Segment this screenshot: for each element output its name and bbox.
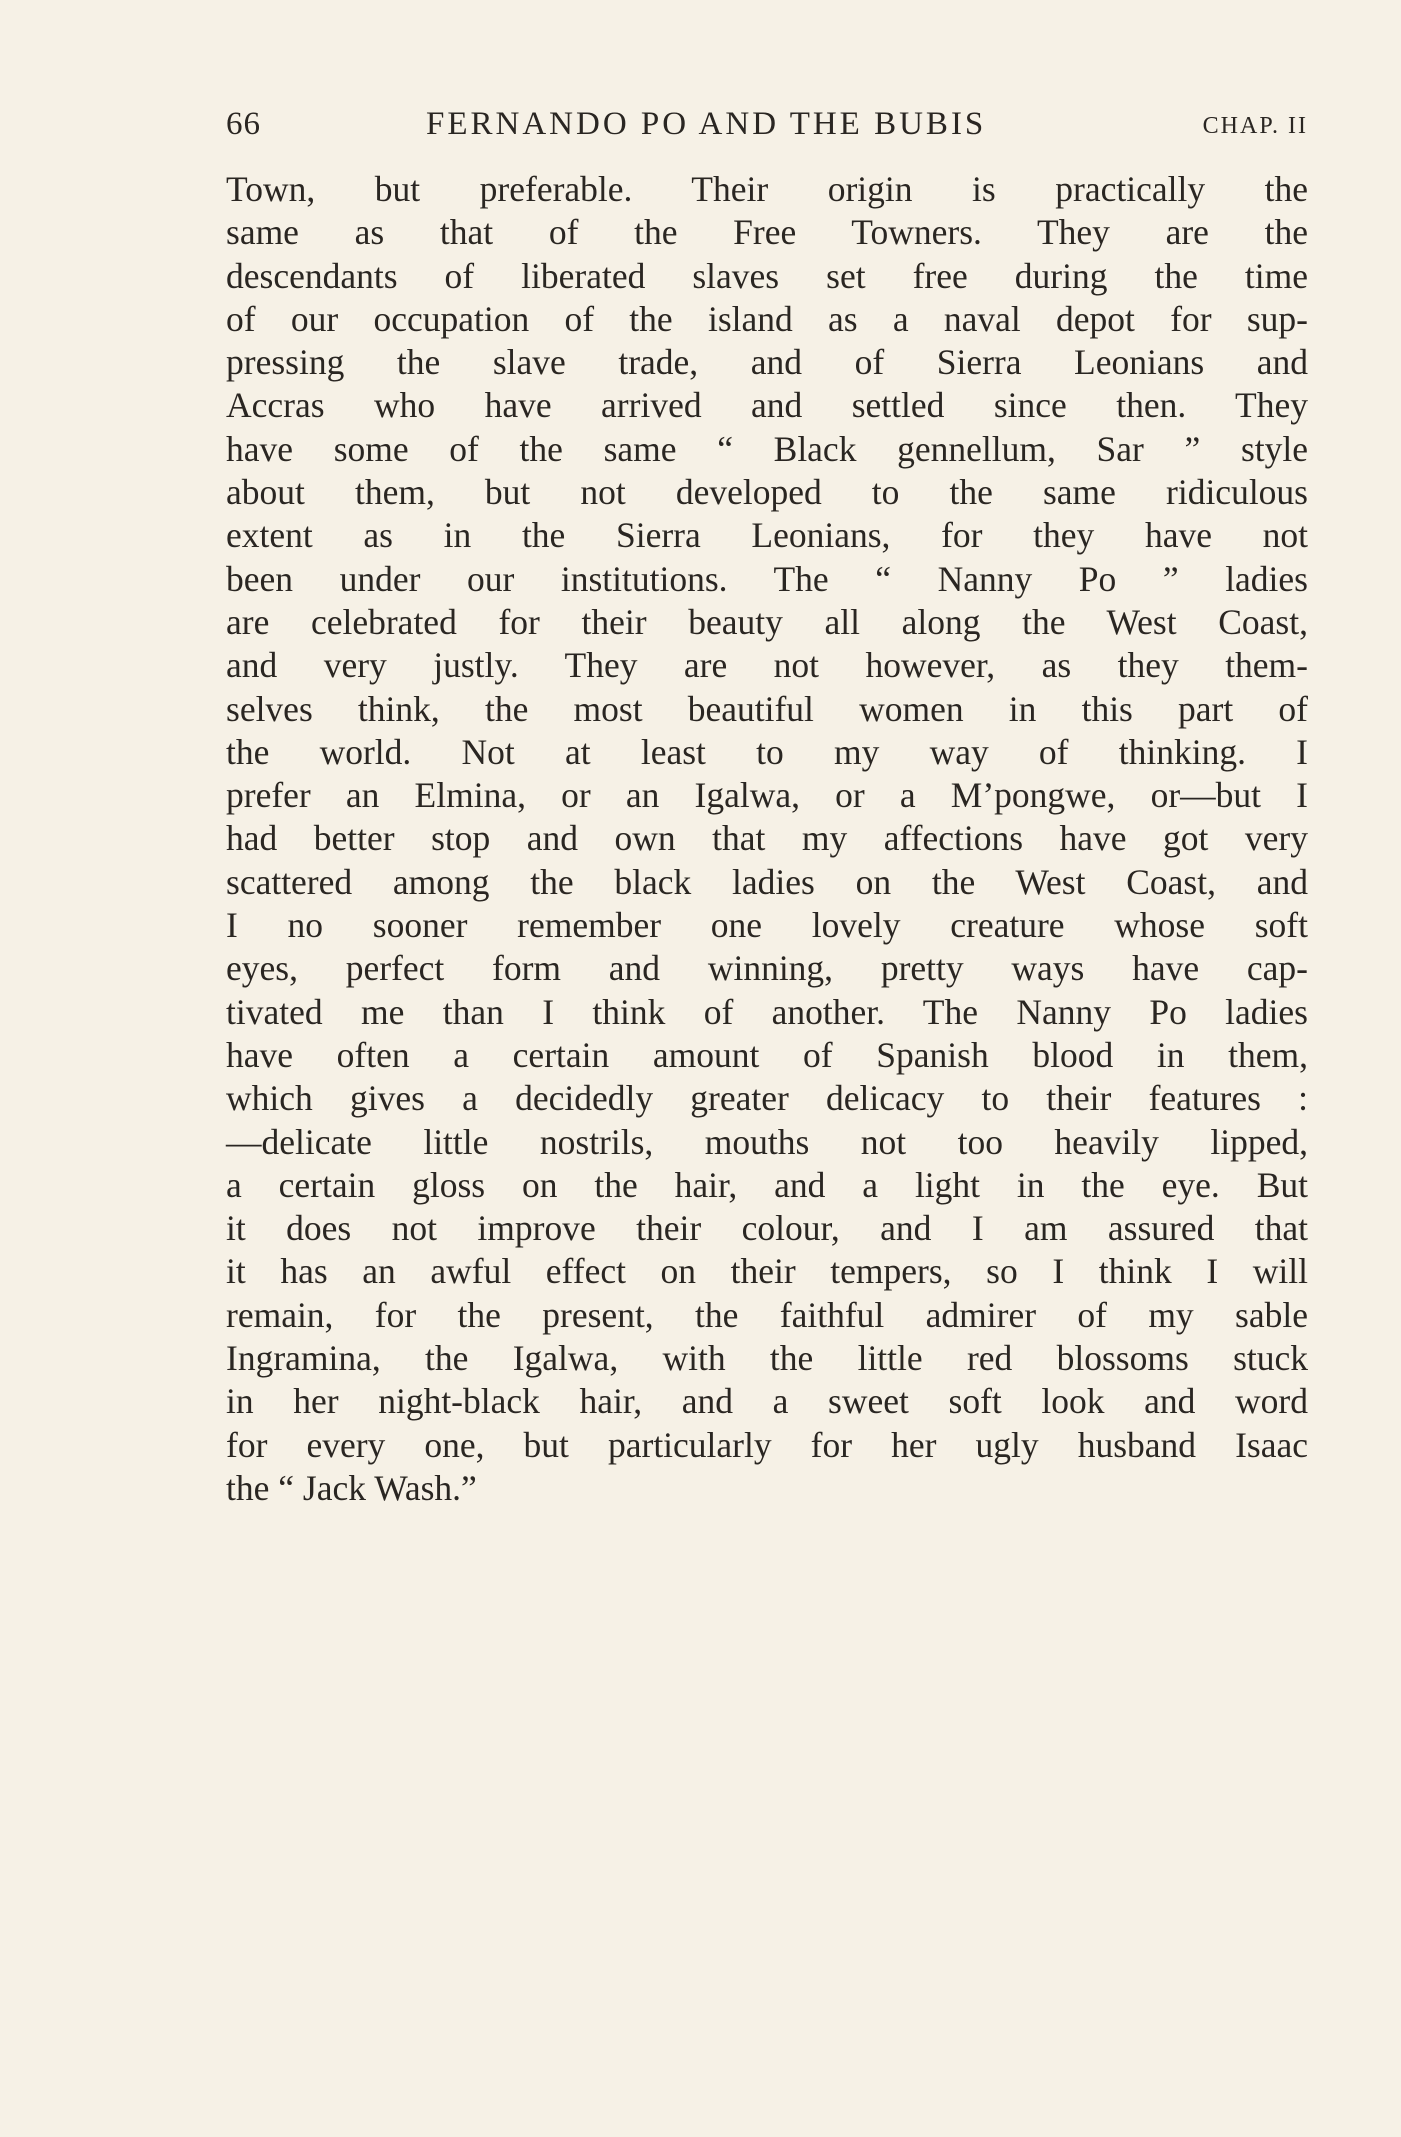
text-line: have often a certain amount of Spanish blood in them, — [226, 1034, 1308, 1075]
text-line: about them, but not developed to the same ridiculous — [226, 472, 1308, 513]
text-line: scattered among the black ladies on the West Coast, and — [226, 861, 1308, 902]
text-line: eyes, perfect form and winning, pretty ways have cap- — [226, 948, 1308, 989]
text-line: Accras who have arrived and settled since then. They — [226, 385, 1308, 426]
text-line: for every one, but particularly for her ugly husband Isaac — [226, 1424, 1308, 1465]
text-line: in her night-black hair, and a sweet soft look and word — [226, 1381, 1308, 1422]
text-line: remain, for the present, the faithful admirer of my sable — [226, 1294, 1308, 1335]
text-line: it does not improve their colour, and I am assured that — [226, 1208, 1308, 1249]
text-line: which gives a decidedly greater delicacy to their features : — [226, 1078, 1308, 1119]
text-line: been under our institutions. The “ Nanny Po ” ladies — [226, 558, 1308, 599]
text-line: pressing the slave trade, and of Sierra Leonians and — [226, 342, 1308, 383]
running-title: FERNANDO PO AND THE BUBIS — [426, 106, 987, 142]
text-line: —delicate little nostrils, mouths not too heavily lipped, — [226, 1121, 1308, 1162]
text-line: selves think, the most beautiful women in this part of — [226, 688, 1308, 729]
body-text — [226, 168, 1308, 1510]
text-line-last: the “ Jack Wash.” — [226, 1467, 477, 1508]
text-line: prefer an Elmina, or an Igalwa, or a M’pongwe, or—but I — [226, 775, 1308, 816]
text-line: Town, but preferable. Their origin is practically the — [226, 169, 1308, 209]
text-line: the world. Not at least to my way of thinking. I — [226, 731, 1308, 772]
text-line: I no sooner remember one lovely creature whose soft — [226, 905, 1308, 946]
page-number: 66 — [226, 106, 261, 142]
text-line: had better stop and own that my affections have got very — [226, 818, 1308, 859]
chapter-label: CHAP. II — [1202, 113, 1308, 139]
text-line: same as that of the Free Towners. They are the — [226, 212, 1308, 253]
text-line: extent as in the Sierra Leonians, for they have not — [226, 515, 1308, 556]
text-line: tivated me than I think of another. The Nanny Po ladies — [226, 991, 1308, 1032]
text-line: of our occupation of the island as a naval depot for sup- — [226, 298, 1308, 339]
page-header — [226, 104, 1308, 144]
text-line: descendants of liberated slaves set free during the time — [226, 255, 1308, 296]
text-line: it has an awful effect on their tempers, so I think I will — [226, 1251, 1308, 1292]
text-line: have some of the same “ Black gennellum, Sar ” style — [226, 428, 1308, 469]
text-line: and very justly. They are not however, as they them- — [226, 645, 1308, 686]
text-line: are celebrated for their beauty all along the West Coast, — [226, 601, 1308, 642]
text-line: a certain gloss on the hair, and a light in the eye. But — [226, 1164, 1308, 1205]
text-line: Ingramina, the Igalwa, with the little red blossoms stuck — [226, 1338, 1308, 1379]
